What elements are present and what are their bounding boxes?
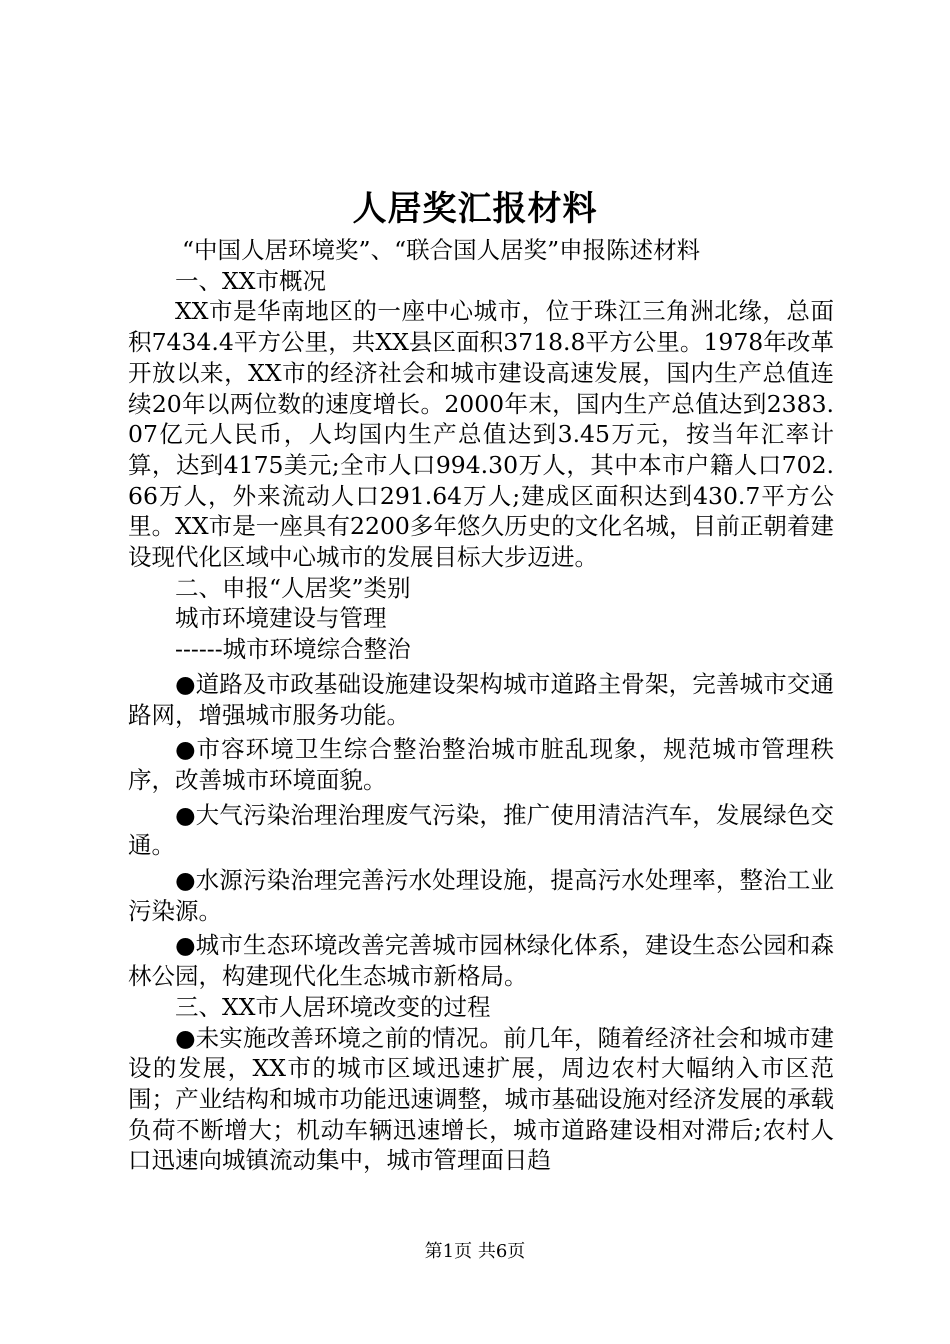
document-subtitle: “中国人居环境奖”、“联合国人居奖”申报陈述材料 — [182, 236, 701, 264]
bullet-item: ●水源污染治理完善污水处理设施，提高污水处理率，整治工业污染源。 — [128, 866, 834, 925]
section-heading: 二、申报“人居奖”类别 — [175, 573, 411, 602]
section-heading: 一、XX市概况 — [175, 266, 326, 295]
bullet-item: ●市容环境卫生综合整治整治城市脏乱现象，规范城市管理秩序，改善城市环境面貌。 — [128, 735, 834, 794]
bullet-item: ●大气污染治理治理废气污染，推广使用清洁汽车，发展绿色交通。 — [128, 800, 834, 860]
bullet-item: ●道路及市政基础设施建设架构城市道路主骨架，完善城市交通路网，增强城市服务功能。 — [128, 669, 834, 729]
paragraph: XX市是华南地区的一座中心城市，位于珠江三角洲北缘，总面积7434.4平方公里，共XX县区面积3718.8平方公里。1978年改革开放以来，XX市的经济社会和城市建设高速发展，国内生产总值连续20年以两位数的速度增长。2000年末，国内生产总值达到2383.07亿元人民币，人均国内生产总值达到3.45万元，按当年汇率计算，达到4175美元;全市人口994.30万人，其中本市户籍人口702.66万人，外来流动人口291.64万人;建成区面积达到430.7平方公里。XX市是一座具有2200多年悠久历史的文化名城，目前正朝着建设现代化区域中心城市的发展目标大步迈进。 — [128, 297, 834, 572]
bullet-item: ●城市生态环境改善完善城市园林绿化体系，建设生态公园和森林公园，构建现代化生态城市新格局。 — [128, 931, 834, 991]
category-sublabel: ------城市环境综合整治 — [175, 635, 411, 664]
document-title: 人居奖汇报材料 — [352, 189, 598, 229]
category-label: 城市环境建设与管理 — [175, 604, 387, 633]
page-number: 第1页 共6页 — [424, 1241, 526, 1262]
document-body — [128, 235, 834, 1176]
paragraph: ●未实施改善环境之前的情况。前几年，随着经济社会和城市建设的发展，XX市的城市区域迅速扩展，周边农村大幅纳入市区范围；产业结构和城市功能迅速调整，城市基础设施对经济发展的承载负荷不断增大；机动车辆迅速增长，城市道路建设相对滞后;农村人口迅速向城镇流动集中，城市管理面日趋 — [128, 1023, 834, 1175]
section-heading: 三、XX市人居环境改变的过程 — [175, 992, 491, 1021]
